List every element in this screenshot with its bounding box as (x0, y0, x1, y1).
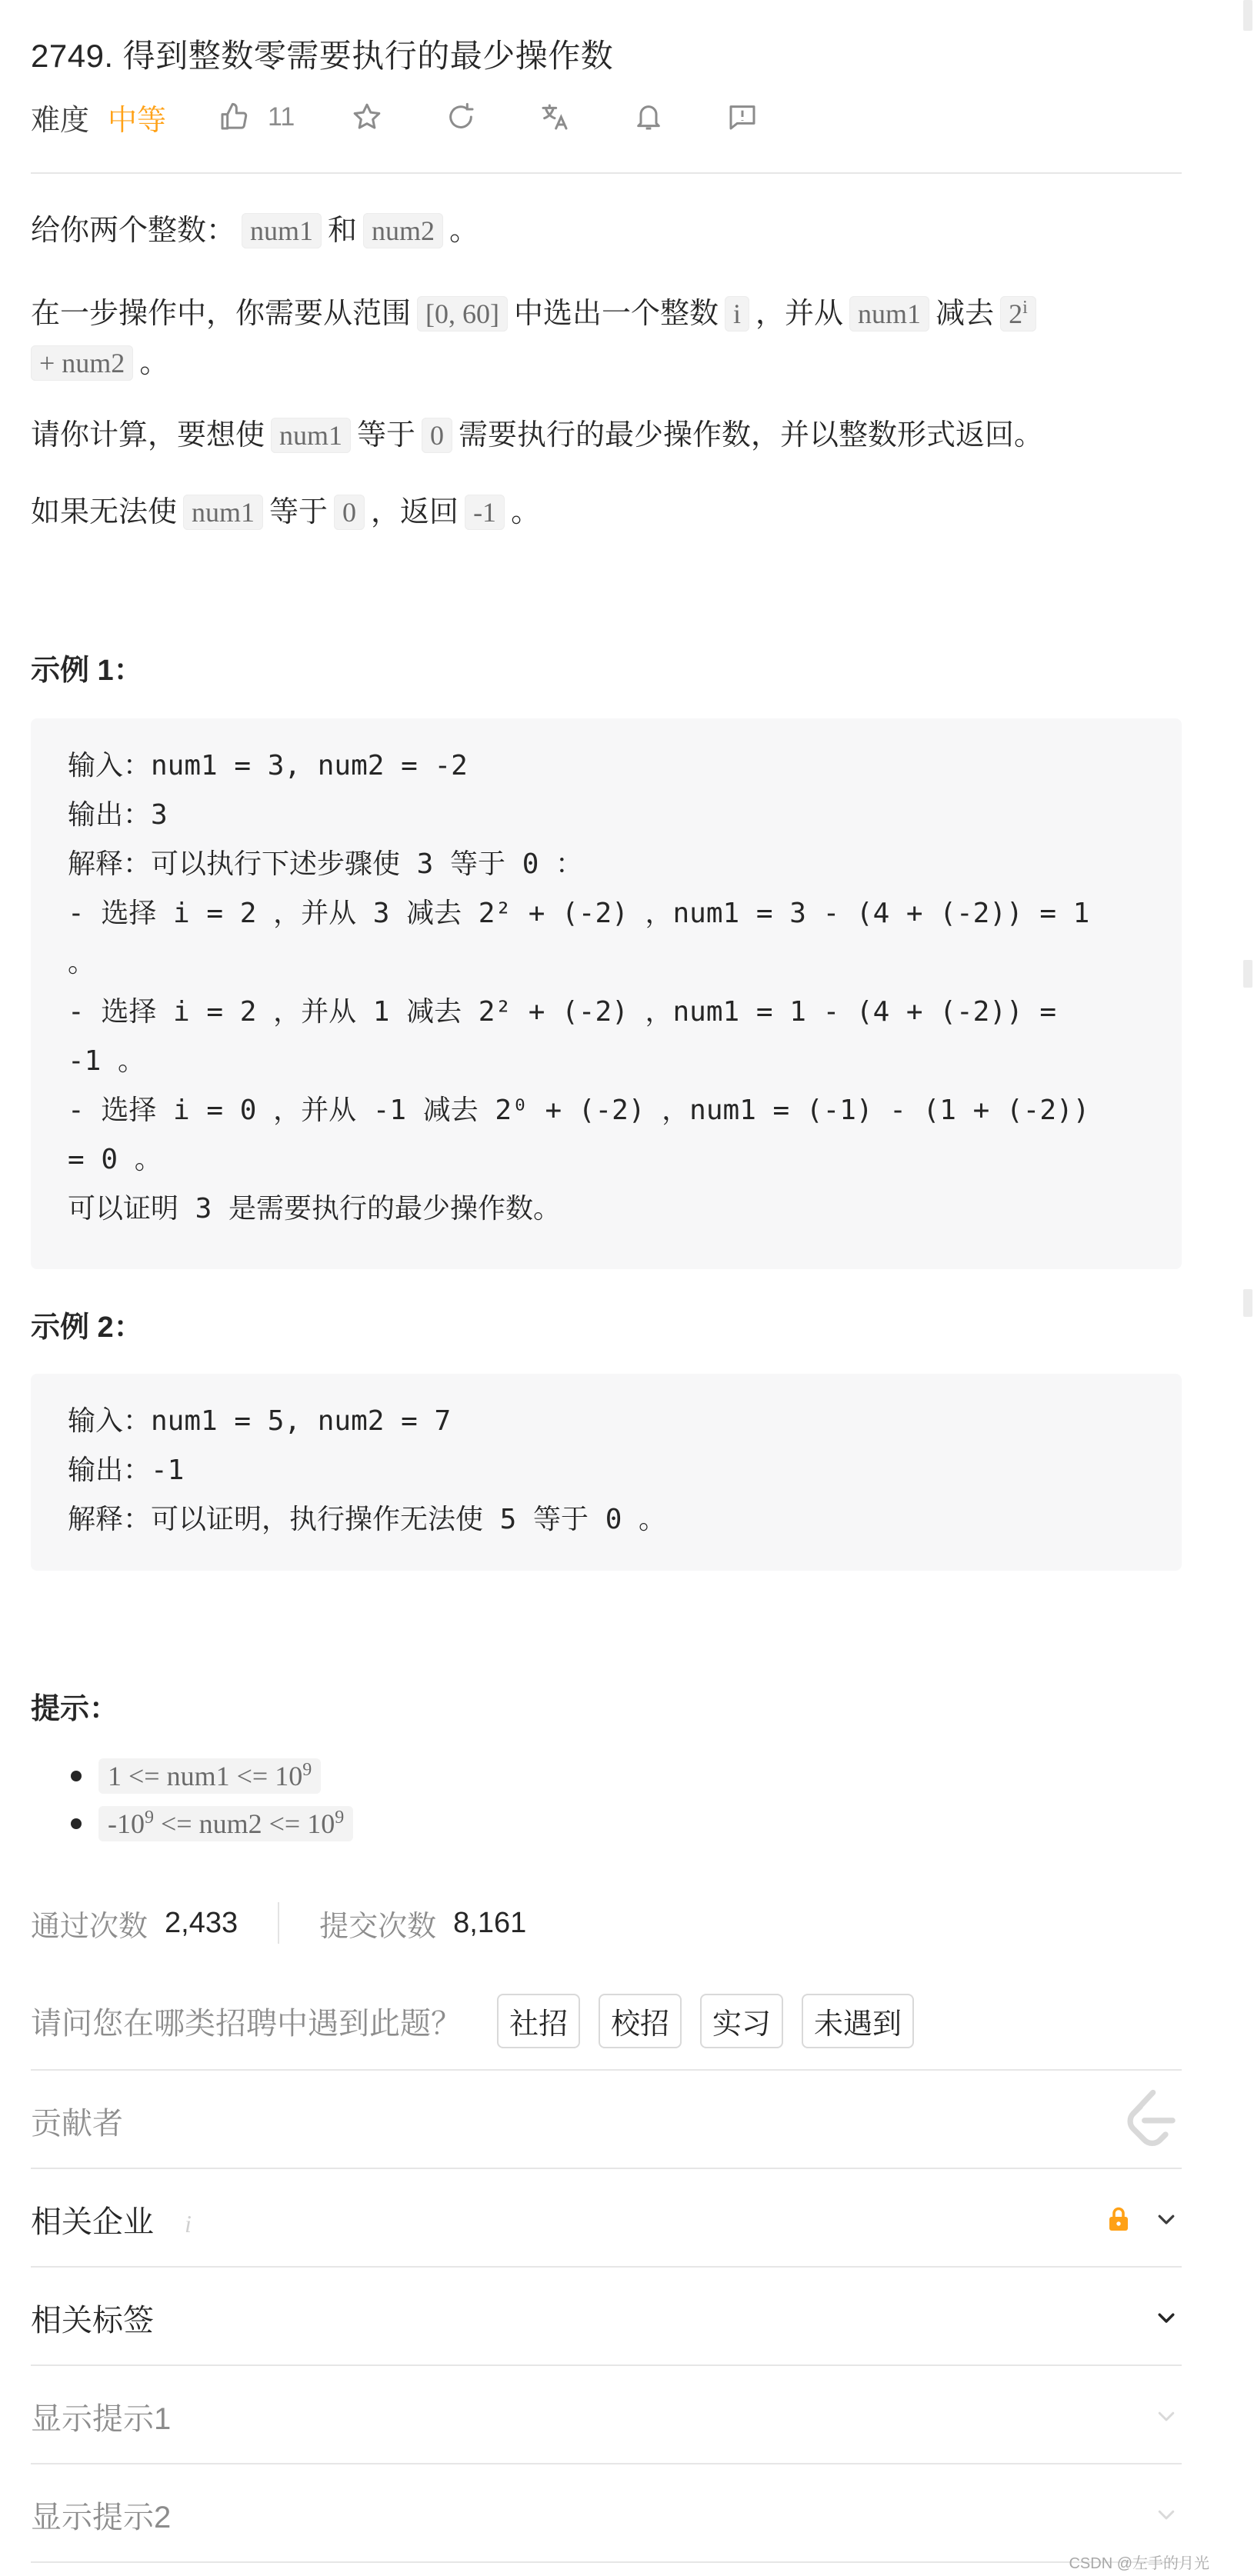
text: 在一步操作中，你需要从范围 (31, 298, 412, 330)
stats-divider (278, 1902, 279, 1944)
watermark-text: CSDN @左手的月光 (1069, 2555, 1209, 2572)
example-line: 输入：num1 = 5, num2 = 7 (68, 1405, 452, 1437)
accepted-value: 2,433 (165, 1906, 238, 1939)
related-tags-label: 相关标签 (31, 2303, 154, 2338)
section-divider (31, 2266, 1182, 2268)
text: <= num2 <= 10 (154, 1808, 335, 1839)
share-icon[interactable] (441, 97, 481, 137)
constraint-code (98, 1806, 353, 1841)
hints-heading: 提示： (31, 1693, 119, 1725)
inline-code: num2 (363, 213, 443, 248)
exponent: 9 (335, 1808, 345, 1828)
info-icon: i (185, 2209, 192, 2238)
text: 和 (328, 215, 358, 247)
chevron-down-icon[interactable] (1151, 2302, 1182, 2333)
survey-option-social[interactable]: 社招 (497, 1994, 580, 2048)
inline-code: 0 (422, 418, 452, 453)
leetcode-logo-icon (1122, 2088, 1179, 2154)
chevron-down-icon[interactable] (1151, 2204, 1182, 2234)
star-icon[interactable] (347, 97, 387, 137)
difficulty-label: 难度 (31, 104, 90, 137)
inline-code: [0, 60] (417, 296, 508, 332)
text: 减去 (935, 298, 995, 330)
inline-code: num1 (271, 418, 351, 453)
example-line: 解释：可以证明，执行操作无法使 5 等于 0 。 (68, 1504, 667, 1535)
list-item (98, 1752, 353, 1800)
inline-code: num1 (849, 296, 929, 332)
section-divider (31, 2364, 1182, 2366)
code-exponent: i (1022, 298, 1028, 318)
text: 。 (511, 496, 541, 528)
hint-2-row[interactable] (31, 2466, 1182, 2563)
example-line: 输出：-1 (68, 1455, 185, 1486)
inline-code: 0 (334, 495, 365, 530)
survey-option-intern[interactable]: 实习 (700, 1994, 783, 2048)
survey-question: 请问您在哪类招聘中遇到此题？ (31, 2007, 462, 2041)
code-base: 2 (1009, 298, 1023, 329)
example-line: 输入：num1 = 3, num2 = -2 (68, 750, 468, 781)
inline-code: -1 (465, 495, 505, 530)
section-divider (31, 2168, 1182, 2169)
example-line: 可以证明 3 是需要执行的最少操作数。 (68, 1193, 562, 1225)
hint-1-row[interactable] (31, 2368, 1182, 2464)
description-p3 (31, 411, 1185, 460)
related-tags-row[interactable] (31, 2269, 1182, 2366)
scroll-marker (1243, 1289, 1252, 1317)
text: -10 (108, 1808, 145, 1839)
contributors-row[interactable] (31, 2072, 1182, 2169)
inline-code: + num2 (31, 345, 133, 381)
text: 需要执行的最少操作数，并以整数形式返回。 (459, 419, 1044, 452)
thumbs-up-icon[interactable] (214, 97, 254, 137)
text: ，并从 (755, 298, 844, 330)
submissions-label: 提交次数 (319, 1910, 437, 1943)
text: 1 <= num1 <= 10 (108, 1761, 303, 1791)
list-item (98, 1800, 353, 1848)
problem-title: 2749. 得到整数零需要执行的最少操作数 (31, 38, 614, 74)
scroll-marker (1243, 0, 1252, 31)
inline-code: num1 (183, 495, 263, 530)
hint-1-label: 显示提示1 (31, 2401, 172, 2436)
submissions-value: 8,161 (453, 1906, 527, 1939)
submission-stats (31, 1900, 526, 1946)
description-p1 (31, 206, 1185, 255)
text: 给你两个整数： (31, 215, 236, 247)
scroll-marker (1243, 960, 1252, 988)
chevron-down-icon[interactable] (1151, 2499, 1182, 2530)
example-1-heading: 示例 1： (31, 655, 143, 687)
lock-icon (1105, 2205, 1132, 2233)
example-line: 输出：3 (68, 799, 168, 831)
like-count: 11 (268, 102, 295, 132)
example-line: 解释：可以执行下述步骤使 3 等于 0 ： (68, 848, 584, 880)
survey-option-campus[interactable]: 校招 (599, 1994, 682, 2048)
text: 请你计算，要想使 (31, 419, 265, 452)
example-line: - 选择 i = 2 ，并从 1 减去 2² + (-2) ，num1 = 1 - (4 + (-2)) = (68, 996, 1056, 1028)
section-divider (31, 2069, 1182, 2071)
example-line: - 选择 i = 0 ，并从 -1 减去 2⁰ + (-2) ，num1 = (-1) - (1 + (-2)) (68, 1095, 1090, 1126)
text: 中选出一个整数 (514, 298, 719, 330)
constraint-code (98, 1758, 321, 1794)
translate-icon[interactable] (535, 97, 575, 137)
bell-icon[interactable] (629, 97, 669, 137)
example-1-block (31, 718, 1182, 1269)
section-divider (31, 2561, 1182, 2563)
text: 相关企业 (31, 2204, 154, 2239)
interview-survey (31, 1994, 932, 2048)
example-line: - 选择 i = 2 ，并从 3 减去 2² + (-2) ，num1 = 3 - (4 + (-2)) = 1 (68, 898, 1090, 929)
example-2-heading: 示例 2： (31, 1311, 143, 1344)
survey-option-none[interactable]: 未遇到 (802, 1994, 914, 2048)
scrollbar-track[interactable] (1242, 0, 1254, 2576)
hint-2-label: 显示提示2 (31, 2500, 172, 2534)
section-divider (31, 2463, 1182, 2464)
related-companies-row[interactable] (31, 2171, 1182, 2268)
row-actions (1105, 2204, 1182, 2234)
problem-meta-bar (31, 94, 762, 140)
example-line: 。 (68, 947, 96, 978)
example-2-block (31, 1374, 1182, 1571)
accepted-label: 通过次数 (31, 1910, 148, 1943)
header-divider (31, 172, 1182, 174)
chevron-down-icon[interactable] (1151, 2401, 1182, 2431)
inline-code (1000, 296, 1036, 332)
description-p2 (31, 283, 1185, 388)
text: ，返回 (371, 496, 459, 528)
text: 。 (449, 215, 479, 247)
text: 如果无法使 (31, 496, 178, 528)
text: 。 (139, 347, 169, 379)
description-p4 (31, 488, 1185, 537)
exponent: 9 (302, 1760, 312, 1780)
feedback-icon[interactable] (722, 97, 762, 137)
text: 等于 (357, 419, 416, 452)
example-line: -1 。 (68, 1045, 146, 1077)
example-line: = 0 。 (68, 1144, 162, 1175)
exponent: 9 (145, 1808, 154, 1828)
difficulty-value: 中等 (108, 104, 167, 137)
inline-code: i (725, 296, 749, 332)
related-companies-label (31, 2198, 192, 2241)
text: 等于 (269, 496, 329, 528)
contributors-label: 贡献者 (31, 2106, 123, 2141)
inline-code: num1 (242, 213, 322, 248)
constraints-list (98, 1752, 353, 1848)
